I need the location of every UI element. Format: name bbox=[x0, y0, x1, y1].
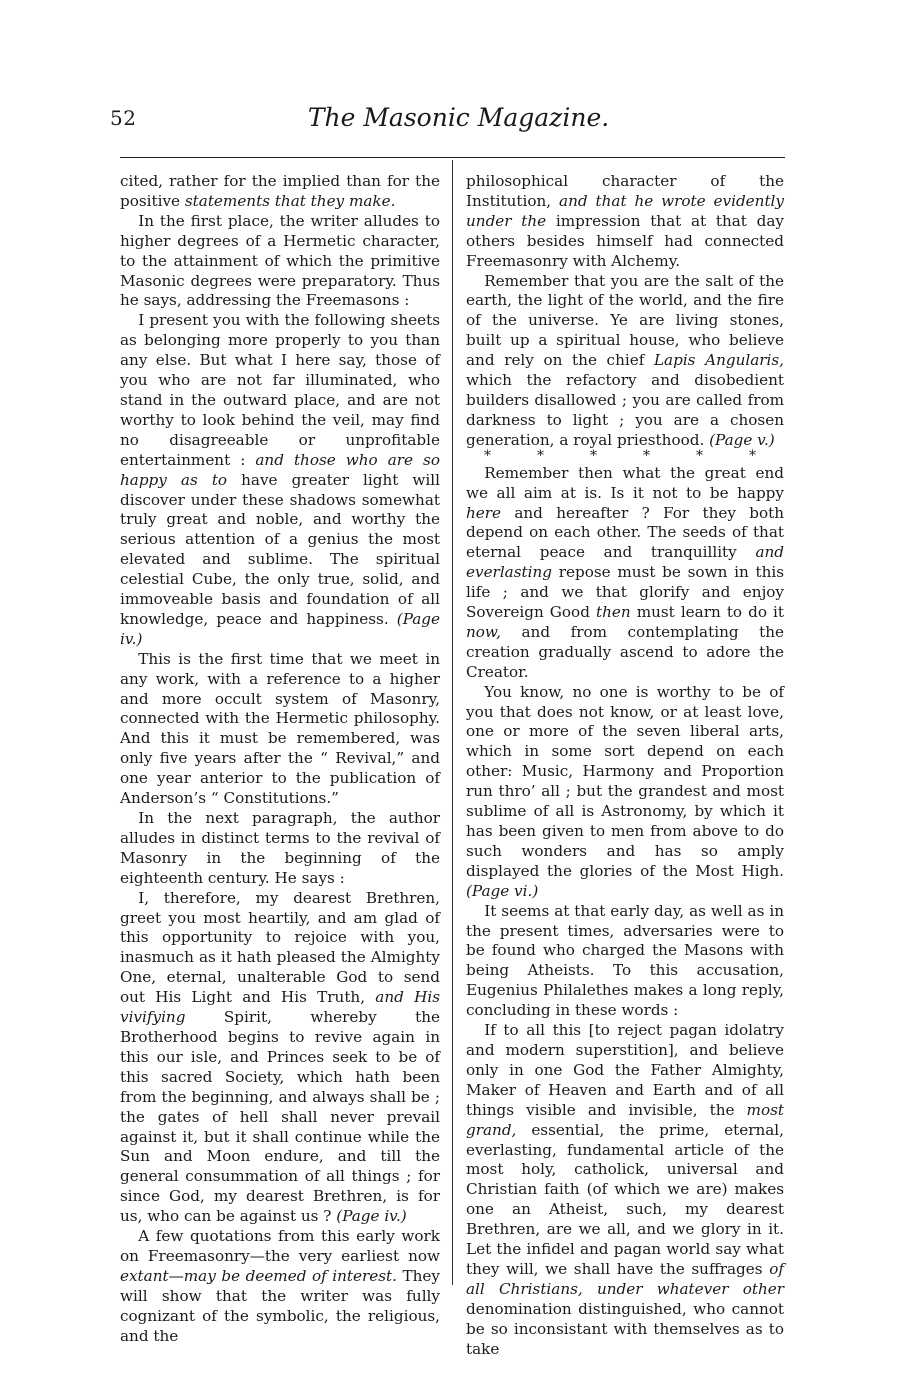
paragraph: A few quotations from this early work on Freemasonry—the very earliest now extant—may be deemed of interest. They will show that the writer was fully cognizant of the symbolic, the religious, and the bbox=[120, 1227, 440, 1345]
page-reference: (Page vi.) bbox=[466, 881, 539, 900]
quotation-paragraph: I present you with the following sheets as belonging more properly to you than any else. But what I here say, those of you who are not far illuminated, who stand in the outward place, and are not worthy to look behind the veil, may find no disagreeable or unprofitable entertainment : and those who are so happy as to have greater light will discover under these shadows somewhat truly great and noble, and worthy the serious attention of a genius the most elevated and sublime. The spiritual celestial Cube, the only true, solid, and immoveable basis and foundation of all knowledge, peace and happiness. (Page iv.) bbox=[120, 311, 440, 648]
running-title: The Masonic Magazine. bbox=[307, 103, 610, 132]
asterisk: * bbox=[537, 447, 544, 464]
page-reference: (Page iv.) bbox=[336, 1207, 407, 1226]
paragraph: In the first place, the writer alludes to higher degrees of a Hermetic character, to the attainment of which the primitive Masonic degrees were preparatory. Thus he says, addressing the Freemasons : bbox=[120, 211, 440, 310]
quotation-paragraph: If to all this [to reject pagan idolatry and modern superstition], and believe only in one God the Father Almighty, Maker of Heaven and Earth and of all things visible and invisible, the most grand, essential, the prime, eternal, everlasting, fundamental article of the most holy, catholick, universal and Christian faith (of which we are) makes one an Atheist, such, my dearest Brethren, are we all, and we glory in it. Let the infidel and pagan world say what they will, we shall have the suffrages of all Christians, under whatever other denomination distinguished, who cannot be so inconsistant with themselves as to take bbox=[466, 1021, 784, 1358]
paragraph: philosophical character of the Institution, and that he wrote evidently under the impression that at that day others besides himself had connected Freemasonry with Alchemy. bbox=[466, 172, 784, 270]
page-reference: (Page iv.) bbox=[120, 609, 440, 648]
paragraph: In the next paragraph, the author alludes in distinct terms to the revival of Masonry in the beginning of the eighteenth century. He says : bbox=[120, 809, 440, 887]
paragraph: cited, rather for the implied than for the positive statements that they make. bbox=[120, 172, 440, 210]
quotation-paragraph: You know, no one is worthy to be of you that does not know, or at least love, one or more of the seven liberal arts, which in some sort depend on each other: Music, Harmony and Proportion run thro’ all ; but the grandest and most sublime of all is Astronomy, by which it has been given to men from above to do such wonders and has so amply displayed the glories of the Most High. (Page vi.) bbox=[466, 682, 784, 900]
paragraph: It seems at that early day, as well as in the present times, adversaries were to be found who charged the Masons with being Atheists. To this accusation, Eugenius Philalethes makes a long reply, concluding in these words : bbox=[466, 901, 784, 1020]
asterisk: * bbox=[696, 447, 703, 464]
quotation-paragraph: I, therefore, my dearest Brethren, greet you most heartily, and am glad of this opportunity to rejoice with you, inasmuch as it hath pleased the Almighty One, eternal, unalterable God to send out His Light and His Truth, and His vivifying Spirit, whereby the Brotherhood begins to revive again in this our isle, and Princes seek to be of this sacred Society, which hath been from the beginning, and always shall be ; the gates of hell shall never prevail against it, but it shall continue while the Sun and Moon endure, and till the general consummation of all things ; for since God, my dearest Brethren, is for us, who can be against us ? (Page iv.) bbox=[120, 888, 440, 1226]
asterisk: * bbox=[749, 447, 756, 464]
asterisk: * bbox=[590, 447, 597, 464]
page-number: 52 bbox=[110, 106, 137, 130]
header-rule bbox=[120, 157, 785, 158]
asterisk: * bbox=[643, 447, 650, 464]
left-column bbox=[120, 172, 440, 1346]
paragraph: This is the first time that we meet in any work, with a reference to a higher and more occult system of Masonry, connected with the Hermetic philosophy. And this it must be remembered, was only five years after the “ Revival,” and one year anterior to the publication of Anderson’s “ Constitutions.” bbox=[120, 649, 440, 808]
page-reference: (Page v.) bbox=[709, 430, 775, 449]
asterisk: * bbox=[484, 447, 491, 464]
quotation-paragraph: Remember that you are the salt of the earth, the light of the world, and the fire of the universe. Ye are living stones, built up a spiritual house, who believe and rely on the chief Lapis Angularis, which the refactory and disobedient builders disallowed ; you are called from darkness to light ; you are a chosen generation, a royal priesthood. (Page v.) bbox=[466, 271, 785, 449]
quotation-paragraph: Remember then what the great end we all aim at is. Is it not to be happy here and hereafter ? For they both depend on each other. The seeds of that eternal peace and tranquillity and everlasting repose must be sown in this life ; and we that glorify and enjoy Sovereign Good then must learn to do it now, and from contemplating the creation gradually ascend to adore the Creator. bbox=[466, 463, 785, 681]
right-column bbox=[466, 172, 784, 1359]
column-divider bbox=[452, 160, 453, 1285]
